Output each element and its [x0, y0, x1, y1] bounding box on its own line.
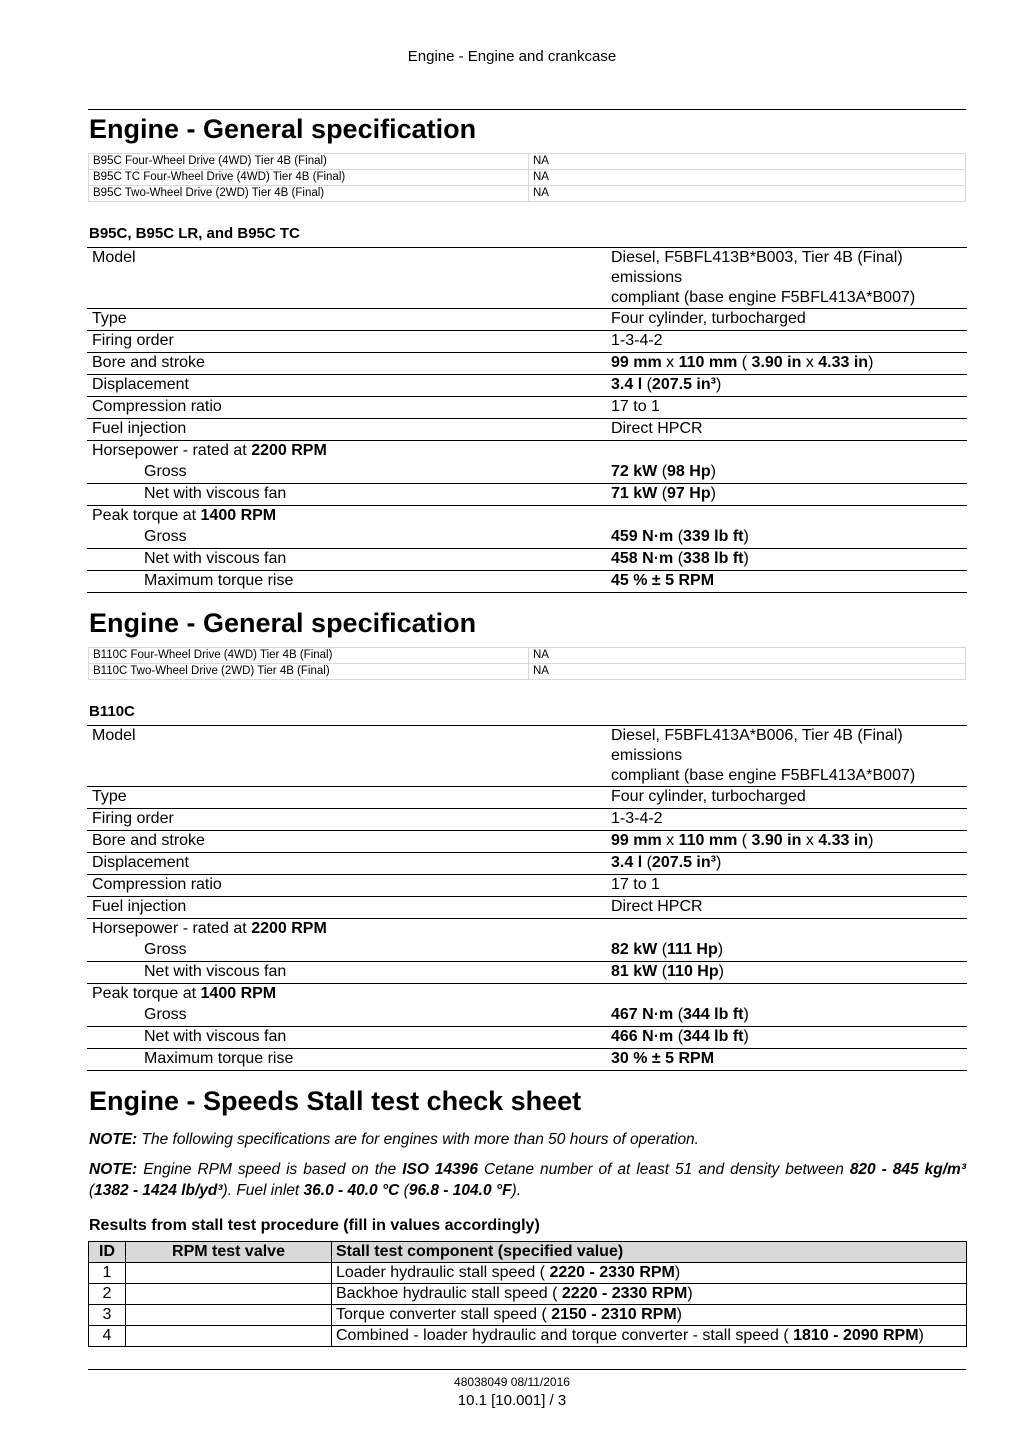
model-subheading: B95C, B95C LR, and B95C TC [89, 225, 300, 242]
table-row: 4 Combined - loader hydraulic and torque converter - stall speed ( 1810 - 2090 RPM) [89, 1326, 967, 1347]
table-row: Peak torque at 1400 RPM [92, 507, 277, 524]
note-paragraph: NOTE: Engine RPM speed is based on the ISO 14396 Cetane number of at least 51 and density between 820 - 845 kg/m³ (1382 - 1424 lb/yd³). Fuel inlet 36.0 - 40.0 °C (96.8 - 104.0 °F). [89, 1161, 966, 1199]
stall-table-heading: Results from stall test procedure (fill in values accordingly) [89, 1217, 540, 1234]
table-row: Fuel injection Direct HPCR [87, 897, 967, 919]
table-row: Gross 72 kW (98 Hp) [87, 462, 967, 484]
table-row: B95C TC Four-Wheel Drive (4WD) Tier 4B (Final) NA [89, 170, 966, 186]
table-row: Model Diesel, F5BFL413B*B003, Tier 4B (Final) emissions compliant (base engine F5BFL413A*B007) [87, 248, 967, 309]
table-row: 1 Loader hydraulic stall speed ( 2220 - 2330 RPM) [89, 1263, 967, 1284]
note-paragraph: NOTE: The following specifications are for engines with more than 50 hours of operation. [89, 1131, 699, 1148]
header-rule [88, 109, 966, 110]
table-row: B110C Four-Wheel Drive (4WD) Tier 4B (Final) NA [89, 648, 966, 664]
stall-test-table [88, 1241, 967, 1347]
table-row: Horsepower - rated at 2200 RPM [92, 442, 327, 459]
table-row: Firing order 1-3-4-2 [87, 331, 967, 353]
section-title: Engine - Speeds Stall test check sheet [89, 1086, 582, 1116]
table-row: Gross 82 kW (111 Hp) [87, 940, 967, 962]
table-row: Gross 459 N·m (339 lb ft) [87, 527, 967, 549]
table-row: Displacement 3.4 l (207.5 in³) [87, 375, 967, 397]
engine-spec-table [87, 247, 967, 593]
table-row: B95C Four-Wheel Drive (4WD) Tier 4B (Final) NA [89, 154, 966, 170]
table-row: B110C Two-Wheel Drive (2WD) Tier 4B (Final) NA [89, 664, 966, 680]
table-row: Bore and stroke 99 mm x 110 mm ( 3.90 in x 4.33 in) [87, 353, 967, 375]
table-row: Type Four cylinder, turbocharged [87, 309, 967, 331]
table-row: Net with viscous fan 466 N·m (344 lb ft) [87, 1027, 967, 1049]
table-row: Maximum torque rise 30 % ± 5 RPM [87, 1049, 967, 1071]
table-row: Net with viscous fan 458 N·m (338 lb ft) [87, 549, 967, 571]
table-row: Firing order 1-3-4-2 [87, 809, 967, 831]
table-row: 3 Torque converter stall speed ( 2150 - 2310 RPM) [89, 1305, 967, 1326]
table-row: 2 Backhoe hydraulic stall speed ( 2220 - 2330 RPM) [89, 1284, 967, 1305]
page-number: 10.1 [10.001] / 3 [457, 1392, 567, 1409]
table-row: Net with viscous fan 71 kW (97 Hp) [87, 484, 967, 506]
rpm-entry-cell[interactable] [126, 1263, 332, 1284]
table-row: Fuel injection Direct HPCR [87, 419, 967, 441]
table-header-row: ID RPM test valve Stall test component (specified value) [89, 1242, 967, 1263]
table-row: Peak torque at 1400 RPM [92, 985, 277, 1002]
rpm-entry-cell[interactable] [126, 1326, 332, 1347]
table-row: Displacement 3.4 l (207.5 in³) [87, 853, 967, 875]
rpm-entry-cell[interactable] [126, 1305, 332, 1326]
table-row: Type Four cylinder, turbocharged [87, 787, 967, 809]
table-row: Maximum torque rise 45 % ± 5 RPM [87, 571, 967, 593]
table-row: Compression ratio 17 to 1 [87, 875, 967, 897]
model-subheading: B110C [89, 703, 135, 720]
table-row: Horsepower - rated at 2200 RPM [92, 920, 327, 937]
model-applicability-table [88, 153, 966, 202]
document-id: 48038049 08/11/2016 [454, 1375, 570, 1389]
section-title: Engine - General specification [89, 608, 477, 638]
table-row: Bore and stroke 99 mm x 110 mm ( 3.90 in x 4.33 in) [87, 831, 967, 853]
table-row: Net with viscous fan 81 kW (110 Hp) [87, 962, 967, 984]
table-row: Model Diesel, F5BFL413A*B006, Tier 4B (Final) emissions compliant (base engine F5BFL413A*B007) [87, 726, 967, 787]
table-row: Gross 467 N·m (344 lb ft) [87, 1005, 967, 1027]
running-header: Engine - Engine and crankcase [407, 48, 617, 65]
table-row: B95C Two-Wheel Drive (2WD) Tier 4B (Final) NA [89, 186, 966, 202]
table-row: Compression ratio 17 to 1 [87, 397, 967, 419]
section-title: Engine - General specification [89, 114, 477, 144]
rpm-entry-cell[interactable] [126, 1284, 332, 1305]
footer-rule [88, 1369, 966, 1370]
engine-spec-table [87, 725, 967, 1071]
model-applicability-table [88, 647, 966, 680]
